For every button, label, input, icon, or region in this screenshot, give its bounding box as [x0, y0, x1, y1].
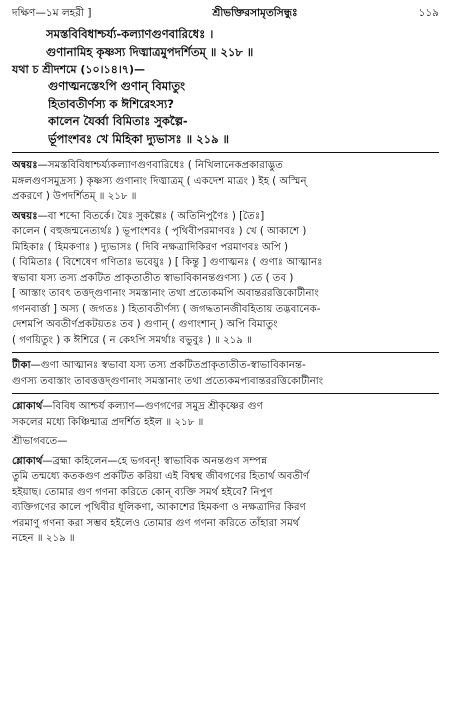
shlokartha-label: শ্লোকার্থ: [12, 455, 43, 467]
verse-line: কালেন যৈর্ব্বা বিমিতাঃ সুকল্পৈ-: [48, 114, 188, 128]
text-line: ( বিমিতাঃ ( বিশেষেণ গণিতাঃ ভবেয়ুঃ ) [ কিন্তু ] গুণাত্মনঃ ( গুণাঃ আত্মানঃ: [12, 257, 323, 268]
text-line: হইয়াছ। তোমার গুণ গণনা করিতে কোন্ ব্যক্তি সমর্থ হইবে? নিপুণ: [12, 486, 273, 498]
verse-line: সমস্তবিবিধাশ্চর্য্য-কল্যাণগুণবারিধেঃ ।: [46, 27, 214, 41]
shlokartha-219: [12, 454, 439, 547]
divider-rule: [12, 352, 439, 353]
text-line: —বা শব্দো বিতর্কে। যৈঃ সুকল্পৈঃ ( অতিনিপুণৈঃ ) [তৈঃ]: [37, 210, 265, 222]
verse-line: গুণানামিহ কৃষ্ণস্য দিঙ্মাত্রমুপদর্শিতম্ ॥ ২১৮ ॥: [46, 44, 254, 59]
text-line: গুণস্য তবাস্তাং তাবত্তত্তদ্গুণানাং সমস্তানাং তথা প্রত্যেকমপ্যবান্তররত্তিকোটীনাং: [12, 375, 324, 387]
divider-rule: [12, 393, 439, 394]
text-line: প্রকরণে ) উপদর্শিতম্ ॥ ২১৮ ॥: [12, 191, 137, 202]
header-book-title: শ্রীভক্তিরসামৃতসিন্ধুঃ: [212, 7, 298, 19]
divider-rule: [12, 152, 439, 153]
text-line: দেশমপি অবতীর্ণপ্রকটয়তঃ তব ) গুণান্ ( গুণাংশান্ ) অপি বিমাতুং: [12, 319, 278, 330]
text-line: সকলের মধ্যে কিঞ্চিন্মাত্র প্রদর্শিত হইল ॥ ২১৮ ॥: [12, 416, 204, 428]
text-line: নহেন ॥ ২১৯ ॥: [12, 533, 75, 544]
scripture-reference: যথা চ শ্রীদশমে (১০।১৪।৭)—: [12, 63, 145, 76]
bhagavata-reference: শ্রীভাগবতে—: [12, 436, 68, 447]
text-line: [ আস্তাং তাবৎ তত্তদ্গুণানাং সমস্তানাং তথা প্রত্যেকমপি অবান্তররত্তিকোটীনাং: [12, 288, 319, 299]
tika-label: টীকা: [12, 360, 31, 371]
header-chapter: দক্ষিণ—১ম লহরী ]: [12, 7, 92, 19]
anvaya-219: [12, 209, 439, 349]
text-line: মঙ্গলগুণসমুদ্রস্য ) কৃষ্ণস্য গুণানাং দিঙ্মাত্রম্ ( একদেশ মাত্রং ) ইহ ( অস্মিন্: [12, 175, 307, 187]
shlokartha-218: [12, 399, 439, 430]
anvaya-label: অন্বয়ঃ: [12, 210, 38, 222]
page-number: ১১৯: [418, 7, 439, 19]
tika-commentary: [12, 358, 439, 389]
text-line: গণনবার্ত্তা ] অস্য ( জগতঃ ) হিতাবতীর্ণস্য ( জগদ্ধতানজীবহিতায় তদ্ভবানেক-: [12, 303, 321, 315]
text-line: —সমস্তবিবিধাশ্চর্য্যকল্যাণগুণবারিধেঃ ( নিখিলানেকপ্রকারাদ্ভুত: [37, 160, 283, 171]
verse-218: [46, 26, 439, 61]
text-line: পরমাণু গণনা করা সম্ভব হইলেও তোমার গুণ গণনা করিতে তাঁহারা সমর্থ: [12, 517, 300, 529]
text-line: স্বভাবা যস্য তস্য প্রকটিত প্রাকৃতাতীত স্বাভাবিকানন্তগুণস্য ) তে ( তব ): [12, 272, 294, 284]
text-line: ব্যক্তিগণের কালে পৃথিবীর ধূলিকণা, আকাশের হিমকণা ও নক্ষত্রাদির কিরণ: [12, 502, 306, 513]
text-line: তুমি তন্মধ্যে কতকগুণ প্রকটিত করিয়া এই বিশ্বস্থ জীবগণের হিতার্থ অবতীর্ণ: [12, 471, 310, 482]
verse-line: র্ভূপাংশবঃ খে মিহিকা দ্যুভাসঃ ॥ ২১৯ ॥: [48, 131, 230, 146]
anvaya-label: অন্বয়ঃ: [12, 160, 38, 171]
text-line: ( গণয়িতুং ) ক ঈশিরে ( ন কেঽপি সমর্থাঃ বভুবুঃ ) ॥ ২১৯ ॥: [12, 334, 253, 346]
shlokartha-label: শ্লোকার্থ: [12, 401, 43, 412]
verse-219: [48, 78, 439, 148]
text-line: —ব্রহ্মা কহিলেন—হে ভগবন্! স্বাভাবিক অনন্তগুণ সম্পন্ন: [42, 455, 268, 467]
text-line: কালেন ( বহুজন্মনেত্যর্থঃ ) ভূপাংশবঃ ( পৃথিবীপরমাণবঃ ) খে ( আকাশে ): [12, 226, 307, 237]
verse-line: গুণাত্মনস্তেঽপি গুণান্ বিমাতুং: [48, 79, 186, 93]
text-line: মিহিকাঃ ( হিমকণাঃ ) দ্যুভাসঃ ( দিবি নক্ষত্রাদিকিরণ পরমাণবঃ অপি ): [12, 241, 288, 253]
anvaya-218: [12, 158, 439, 205]
text-line: —গুণা আত্মানঃ স্বভাবা যস্য তস্য প্রকটিতপ্রাকৃতাতীত-স্বাভাবিকানন্ত-: [30, 360, 306, 371]
verse-line: হিতাবতীর্ণস্য ক ঈশিরেঽস্য?: [48, 96, 174, 111]
text-line: —বিবিধ আশ্চর্য কল্যাণ—গুণগণের সমুদ্র শ্রীকৃষ্ণের গুণ: [42, 401, 263, 412]
page-header: [12, 6, 439, 26]
